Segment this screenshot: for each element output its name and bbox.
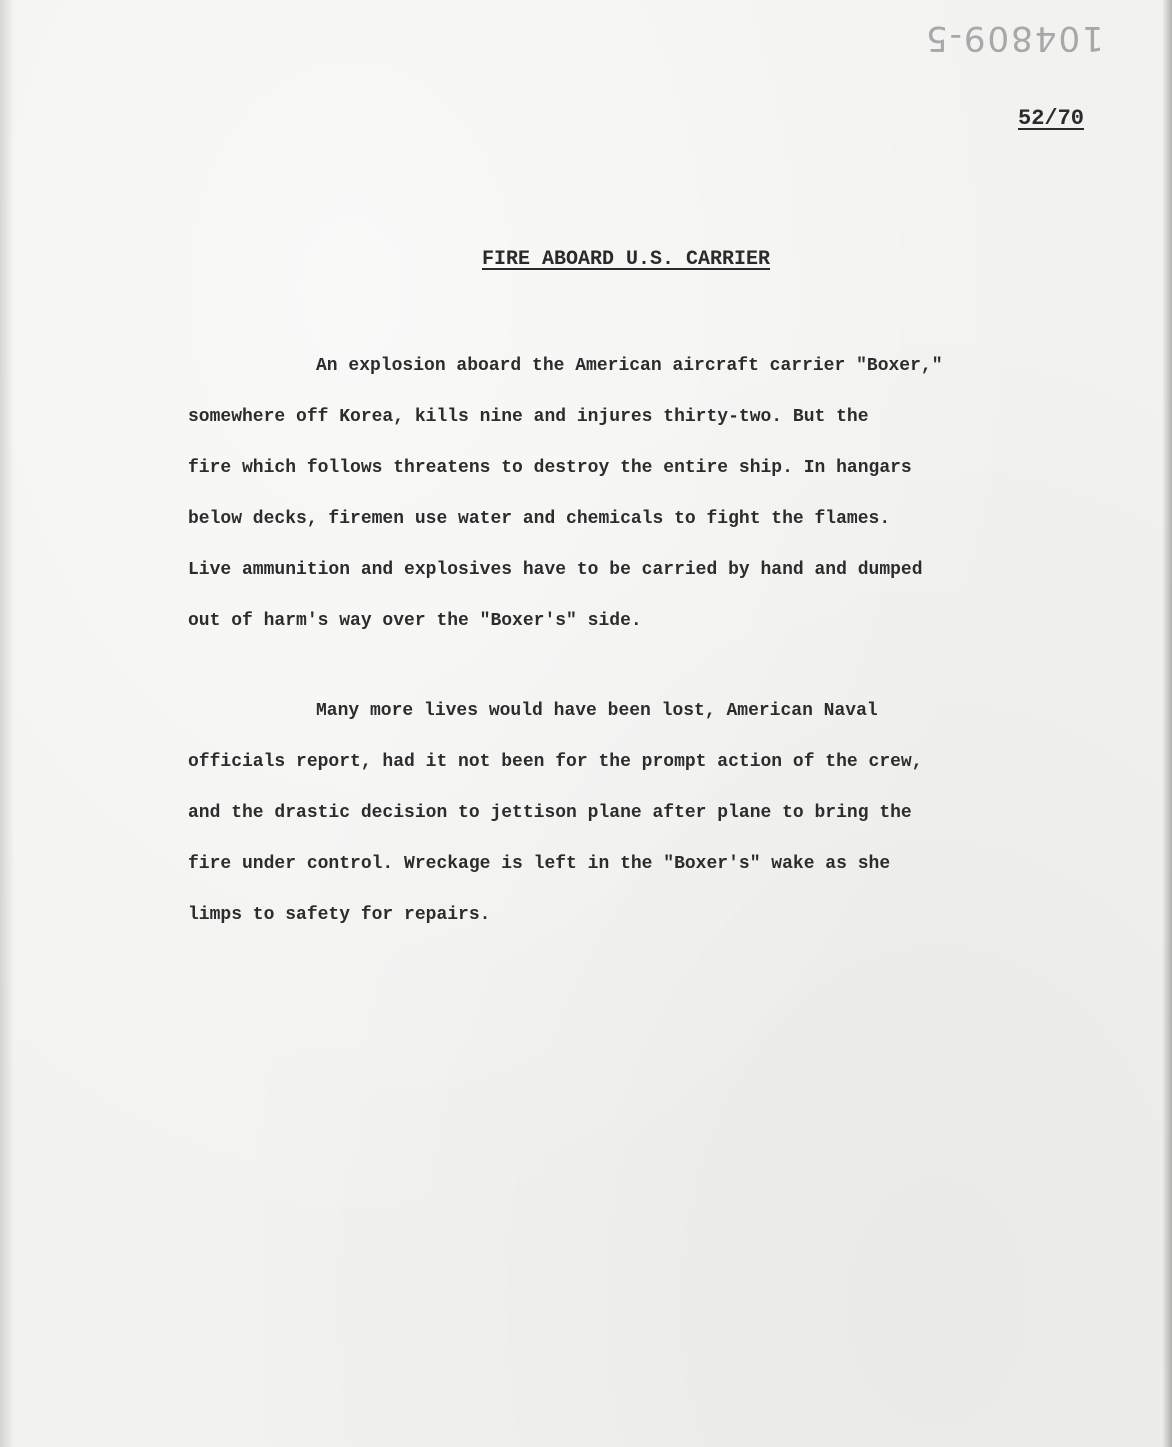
paragraph-line: fire under control. Wreckage is left in the "Boxer's" wake as she bbox=[188, 854, 891, 874]
paragraph-line: below decks, firemen use water and chemicals to fight the flames. bbox=[188, 509, 891, 529]
paragraph-line: out of harm's way over the "Boxer's" side. bbox=[188, 611, 642, 631]
paragraph-line: limps to safety for repairs. bbox=[188, 905, 491, 925]
paragraph-line: fire which follows threatens to destroy the entire ship. In hangars bbox=[188, 458, 912, 478]
paragraph-2 bbox=[188, 686, 1068, 941]
paragraph-line: officials report, had it not been for the prompt action of the crew, bbox=[188, 752, 923, 772]
paragraph-line: An explosion aboard the American aircraft carrier "Boxer," bbox=[316, 356, 943, 376]
archive-number: 104809-5 bbox=[924, 18, 1104, 58]
paragraph-1 bbox=[188, 341, 1068, 647]
paragraph-line: Many more lives would have been lost, American Naval bbox=[316, 701, 878, 721]
paragraph-line: Live ammunition and explosives have to be carried by hand and dumped bbox=[188, 560, 923, 580]
paragraph-line: and the drastic decision to jettison plane after plane to bring the bbox=[188, 803, 912, 823]
page-number: 52/70 bbox=[1018, 106, 1085, 131]
scan-edge-left bbox=[0, 0, 14, 1447]
paragraph-line: somewhere off Korea, kills nine and injures thirty-two. But the bbox=[188, 407, 869, 427]
scan-edge-right bbox=[1162, 0, 1172, 1447]
document-title: FIRE ABOARD U.S. CARRIER bbox=[482, 248, 771, 271]
